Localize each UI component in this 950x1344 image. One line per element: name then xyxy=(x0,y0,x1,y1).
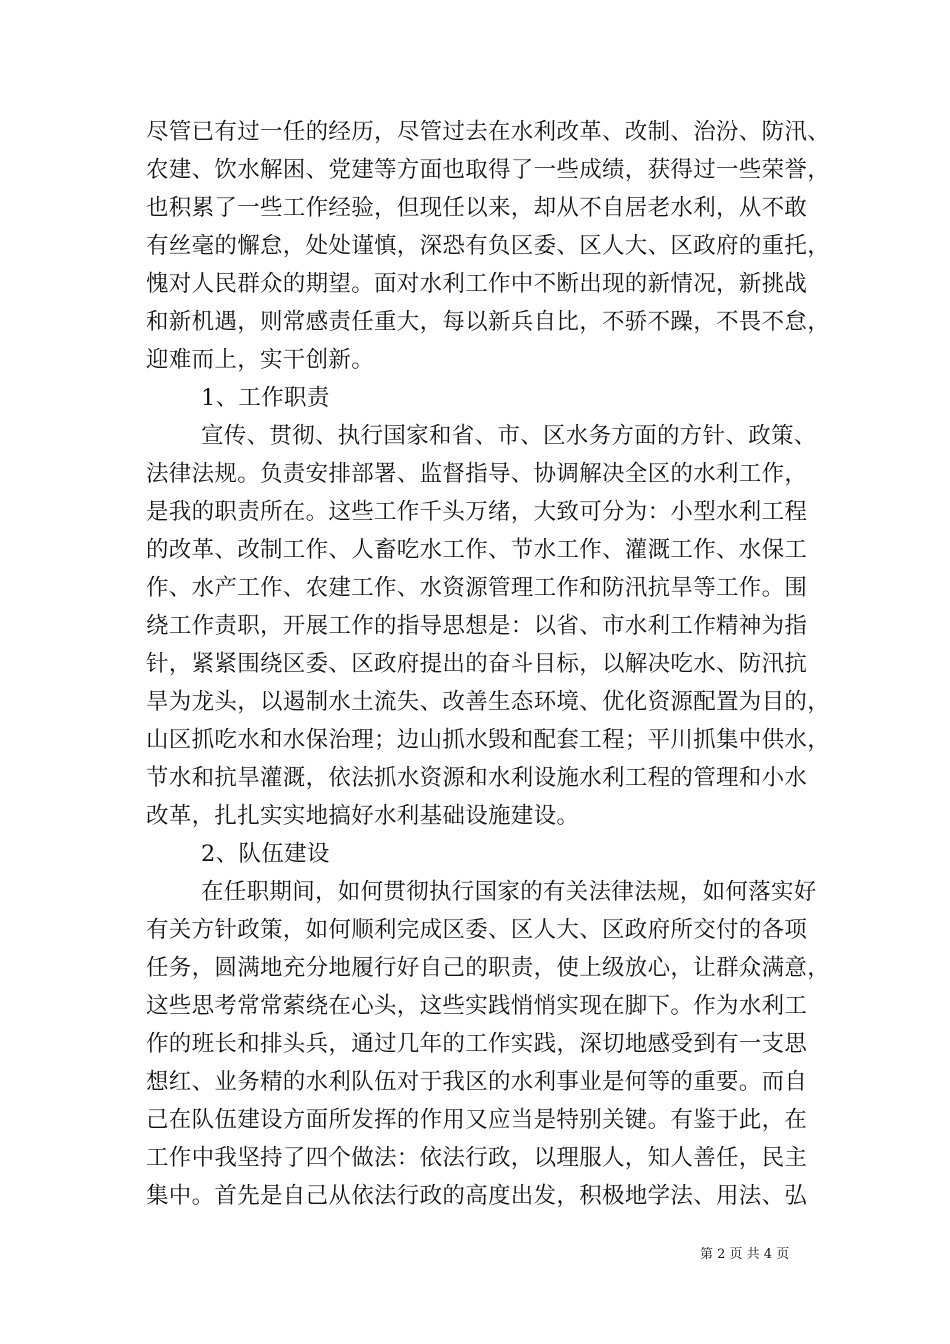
body-text-line: 农建、饮水解困、党建等方面也取得了一些成绩，获得过一些荣誉， xyxy=(146,157,831,183)
body-text-line: 任务，圆满地充分地履行好自己的职责，使上级放心，让群众满意， xyxy=(146,955,831,981)
body-text-line: 想红、业务精的水利队伍对于我区的水利事业是何等的重要。而自 xyxy=(146,1069,808,1095)
body-text-line: 和新机遇，则常感责任重大，每以新兵自比，不骄不躁，不畏不怠， xyxy=(146,309,831,335)
body-text-line: 是我的职责所在。这些工作千头万绪，大致可分为：小型水利工程 xyxy=(146,499,808,525)
body-text-line: 改革，扎扎实实地搞好水利基础设施建设。 xyxy=(146,803,580,829)
body-text-line: 针，紧紧围绕区委、区政府提出的奋斗目标，以解决吃水、防汛抗 xyxy=(146,651,808,677)
page-number-footer: 第 2 页 共 4 页 xyxy=(700,1247,790,1262)
body-text-line: 这些思考常常萦绕在心头，这些实践悄悄实现在脚下。作为水利工 xyxy=(146,993,808,1019)
body-text-line: 旱为龙头，以遏制水土流失、改善生态环境、优化资源配置为目的， xyxy=(146,689,831,715)
body-text-line: 的改革、改制工作、人畜吃水工作、节水工作、灌溉工作、水保工 xyxy=(146,537,808,563)
body-text-line: 有丝毫的懈怠，处处谨慎，深恐有负区委、区人大、区政府的重托， xyxy=(146,233,831,259)
body-text-line: 山区抓吃水和水保治理；边山抓水毁和配套工程；平川抓集中供水， xyxy=(146,727,831,753)
body-text-line: 有关方针政策，如何顺利完成区委、区人大、区政府所交付的各项 xyxy=(146,917,808,943)
body-text-line: 作的班长和排头兵，通过几年的工作实践，深切地感受到有一支思 xyxy=(146,1031,808,1057)
body-text-line: 节水和抗旱灌溉，依法抓水资源和水利设施水利工程的管理和小水 xyxy=(146,765,808,791)
section-heading: 1、工作职责 xyxy=(201,385,330,411)
body-text-line: 愧对人民群众的期望。面对水利工作中不断出现的新情况，新挑战 xyxy=(146,271,808,297)
body-text-line: 绕工作责职，开展工作的指导思想是：以省、市水利工作精神为指 xyxy=(146,613,808,639)
body-text-line: 集中。首先是自己从依法行政的高度出发，积极地学法、用法、弘 xyxy=(146,1183,808,1209)
section-heading: 2、队伍建设 xyxy=(201,841,330,867)
body-text-line: 己在队伍建设方面所发挥的作用又应当是特别关键。有鉴于此，在 xyxy=(146,1107,808,1133)
body-text-line: 宣传、贯彻、执行国家和省、市、区水务方面的方针、政策、 xyxy=(201,423,817,449)
body-text-line: 尽管已有过一任的经历，尽管过去在水利改革、改制、治汾、防汛、 xyxy=(146,119,831,145)
body-text-line: 迎难而上，实干创新。 xyxy=(146,347,375,373)
body-text-line: 作、水产工作、农建工作、水资源管理工作和防汛抗旱等工作。围 xyxy=(146,575,808,601)
body-text-line: 法律法规。负责安排部署、监督指导、协调解决全区的水利工作， xyxy=(146,461,808,487)
body-text-line: 也积累了一些工作经验，但现任以来，却从不自居老水利，从不敢 xyxy=(146,195,808,221)
body-text-line: 在任职期间，如何贯彻执行国家的有关法律法规，如何落实好 xyxy=(201,879,817,905)
body-text-line: 工作中我坚持了四个做法：依法行政，以理服人，知人善任，民主 xyxy=(146,1145,808,1171)
